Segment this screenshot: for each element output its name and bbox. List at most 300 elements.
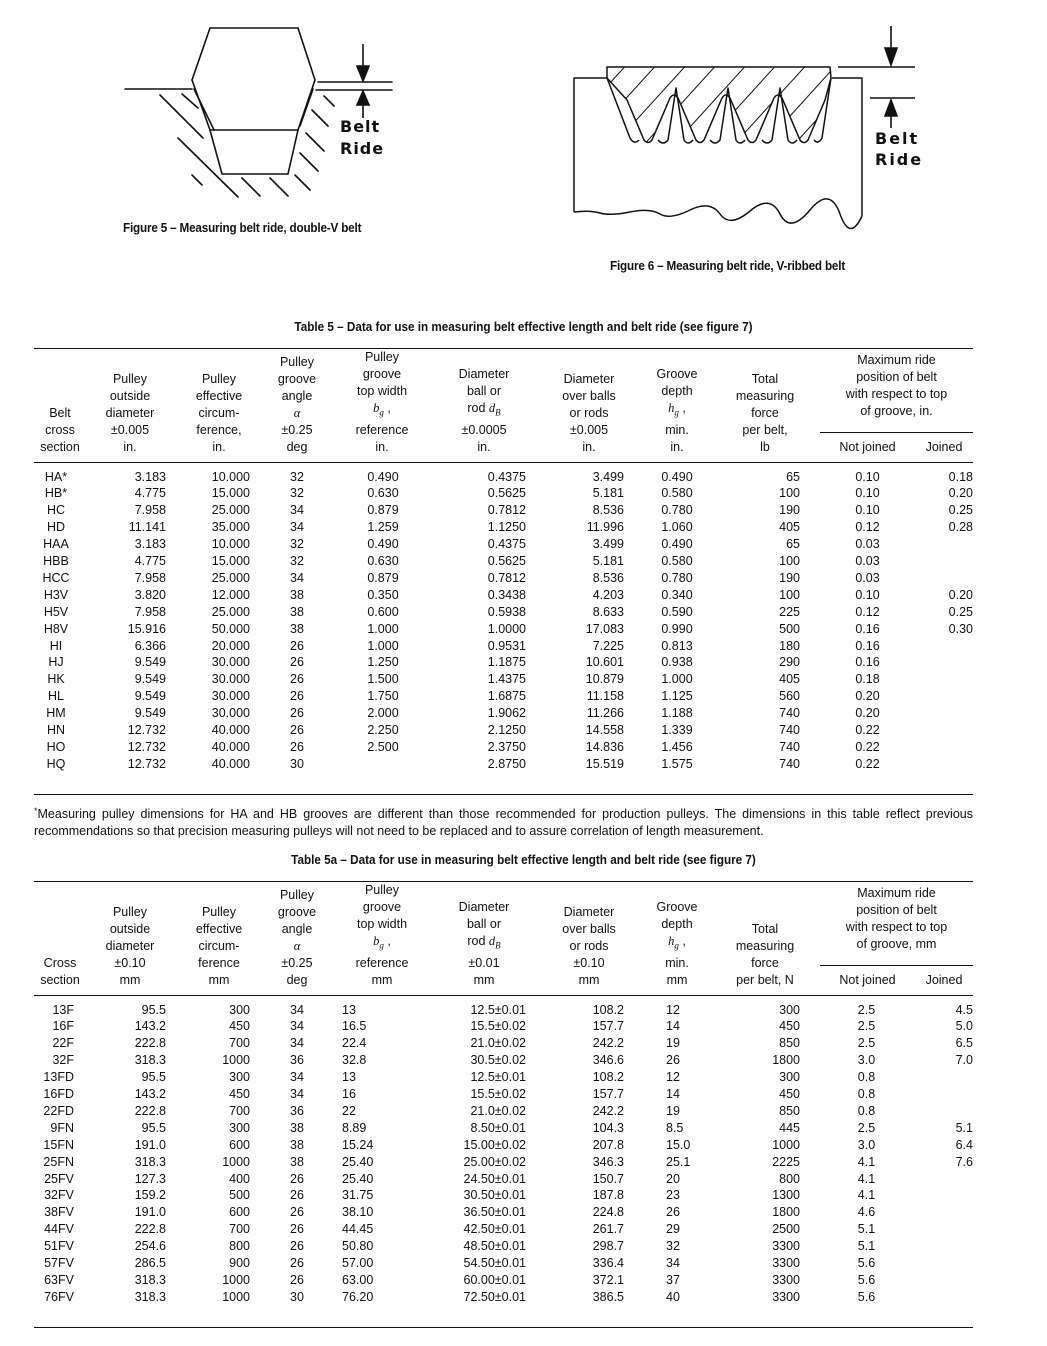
table-cell: 222.8 (134, 1036, 166, 1051)
table-cell: 14 (666, 1019, 680, 1034)
header-line: $b_g$ , (373, 934, 391, 951)
table-cell: 3300 (772, 1239, 800, 1254)
header-line: or rods (569, 405, 609, 420)
table-cell: 0.12 (855, 520, 880, 535)
figure-5-label-line1: Belt (340, 117, 381, 136)
table-cell: 26 (666, 1053, 680, 1068)
table-cell: 700 (229, 1103, 250, 1118)
cross-section-cell: HQ (46, 756, 66, 771)
table-row (34, 1221, 973, 1238)
header-line: outside (109, 388, 151, 403)
header-line: position of belt (856, 370, 937, 385)
header-line: Diameter (458, 900, 510, 914)
table-cell: 6.366 (134, 638, 166, 653)
header-line: ball or (466, 917, 502, 931)
table-cell: 0.590 (661, 604, 693, 619)
table-cell: 12 (666, 1002, 680, 1017)
header-line: section (40, 972, 80, 987)
table-cell: 0.7812 (487, 570, 526, 585)
header-line: ±0.10 (573, 955, 605, 970)
table-cell: 32 (290, 469, 304, 484)
table-row (34, 995, 973, 1018)
header-line: in. (375, 439, 389, 454)
table-cell: 2.3750 (487, 740, 526, 754)
header-line: lb (760, 439, 770, 454)
t5-header-max-ride-group (820, 349, 973, 433)
table-cell: 500 (229, 1188, 250, 1203)
footnote-text: Measuring pulley dimensions for HA and HB grooves are different than those recommended for production pulleys. The dimensions in this table reflect previous recommendations so that precision measuring pulleys will not need to be replaced and to assure correlation of length measurement. (34, 807, 973, 838)
table-cell: 25.40 (342, 1171, 374, 1186)
table-cell: 35.000 (211, 520, 250, 535)
table-cell: 0.990 (661, 621, 693, 636)
table-row (34, 1187, 973, 1204)
header-line: diameter (105, 938, 155, 953)
table-cell: 0.490 (661, 537, 693, 552)
double-v-belt-diagram (100, 0, 450, 210)
table-cell: 2.250 (367, 723, 399, 738)
header-line: section (40, 439, 80, 454)
table-cell: 95.5 (141, 1120, 166, 1135)
cross-section-cell: HBB (43, 554, 69, 569)
cross-section-cell: 13F (52, 1002, 74, 1017)
table-cell: 1000 (222, 1289, 250, 1304)
table-row (34, 1069, 973, 1086)
header-line: in. (123, 439, 137, 454)
table-cell: 40.000 (211, 756, 250, 771)
table-row (34, 502, 973, 519)
table-cell: 22 (342, 1103, 356, 1118)
table-row (34, 688, 973, 705)
table-cell: 26 (290, 1222, 304, 1237)
table-cell: 0.9531 (487, 638, 526, 653)
table-cell: 5.6 (857, 1273, 876, 1287)
table-cell: 7.6 (955, 1154, 973, 1169)
table-cell: 15.519 (585, 756, 624, 771)
table-cell: 0.10 (855, 486, 880, 501)
table-cell: 318.3 (134, 1053, 166, 1068)
table-row (34, 756, 973, 781)
header-line: mm (119, 972, 141, 987)
table-cell: 3.820 (134, 587, 166, 602)
table-cell: 0.8 (857, 1103, 876, 1118)
header-line: reference (355, 422, 409, 437)
v-ribbed-belt-diagram (560, 20, 940, 240)
table-cell: 700 (229, 1036, 250, 1051)
t5a-header-not-joined: Not joined (820, 966, 915, 995)
table-cell: 372.1 (592, 1273, 624, 1287)
table-cell: 100 (779, 486, 800, 501)
table-cell: 0.5625 (487, 554, 526, 569)
header-line: $h_g$ , (668, 401, 686, 418)
figure-6-label-line1: Belt (875, 129, 920, 148)
header-line: ±0.0005 (461, 422, 507, 437)
table-cell: 30 (290, 756, 304, 771)
table-cell: 1000 (222, 1154, 250, 1169)
table-cell: 225 (779, 604, 800, 619)
table-cell: 25.000 (211, 503, 250, 518)
figure-5-label-line2: Ride (340, 139, 385, 158)
table-cell: 30.5±0.02 (470, 1053, 526, 1068)
table-cell: 405 (779, 520, 800, 535)
header-line: Pulley (364, 350, 400, 364)
table-cell: 16.5 (342, 1019, 367, 1034)
table-cell: 157.7 (592, 1087, 624, 1102)
table-cell: 8.50±0.01 (470, 1120, 526, 1135)
table-cell: 2.8750 (487, 756, 526, 771)
table-cell: 14.558 (585, 723, 624, 738)
table-cell: 9.549 (134, 672, 166, 687)
table-cell: 10.879 (585, 672, 624, 687)
table-cell: 0.8 (857, 1070, 876, 1085)
table-row (34, 654, 973, 671)
table-cell: 0.938 (661, 655, 693, 670)
table-cell: 8.536 (592, 503, 624, 518)
table-cell: 0.10 (855, 503, 880, 518)
t5-header-outside-diameter (86, 349, 174, 463)
table-cell: 5.1 (857, 1239, 876, 1254)
table-cell (915, 722, 973, 739)
header-line: α (293, 405, 301, 420)
table-cell: 5.1 (857, 1222, 876, 1237)
table-row (34, 462, 973, 485)
table-cell: 450 (779, 1087, 800, 1102)
cross-section-cell: 32F (52, 1053, 74, 1068)
table-cell: 254.6 (134, 1239, 166, 1254)
table-cell: 32 (290, 554, 304, 569)
cross-section-cell: HD (46, 520, 66, 535)
table-cell: 20.000 (211, 638, 250, 653)
table-cell (915, 1171, 973, 1188)
table-cell: 15.000 (211, 486, 250, 501)
table-cell: 0.30 (948, 621, 973, 636)
t5a-header-joined: Joined (915, 966, 973, 995)
cross-section-cell: HM (46, 706, 66, 721)
table-cell: 318.3 (134, 1289, 166, 1304)
header-line: deg (286, 972, 308, 987)
table-cell: 0.20 (948, 587, 973, 602)
table-cell: 2.5 (857, 1019, 876, 1034)
table-cell: 8.536 (592, 570, 624, 585)
cross-section-cell: 63FV (44, 1273, 74, 1287)
table-row (34, 621, 973, 638)
table-cell: 32.8 (342, 1053, 367, 1068)
header-line: top width (356, 384, 408, 398)
table-row (34, 1120, 973, 1137)
table-5 (34, 348, 973, 781)
header-line: Groove (656, 900, 698, 914)
table-cell: 318.3 (134, 1273, 166, 1287)
table-cell: 190 (779, 570, 800, 585)
table-cell: 0.28 (948, 520, 973, 535)
table-cell: 5.6 (857, 1256, 876, 1271)
header-line: groove (362, 900, 402, 914)
table-cell: 0.813 (661, 638, 693, 653)
header-line: α (293, 938, 301, 953)
table-cell: 3.183 (134, 469, 166, 484)
table-cell: 34 (290, 1002, 304, 1017)
cross-section-cell: HK (47, 672, 65, 687)
table-cell: 14 (666, 1087, 680, 1102)
table-cell: 3300 (772, 1273, 800, 1287)
header-line: mm (208, 972, 230, 987)
table-cell: 0.20 (948, 486, 973, 501)
table-cell: 76.20 (342, 1289, 374, 1304)
table-cell: 300 (229, 1120, 250, 1135)
header-line: ference, (196, 422, 242, 437)
table-cell: 0.22 (855, 740, 880, 754)
cross-section-cell: 76FV (44, 1289, 74, 1304)
table-cell: 11.996 (586, 520, 624, 535)
table-cell: 12.000 (211, 587, 250, 602)
table-cell: 0.20 (855, 706, 880, 721)
table-row (34, 739, 973, 756)
table-cell: 30.000 (211, 672, 250, 687)
table-cell: 14.836 (585, 740, 624, 754)
header-line: Pulley (112, 371, 148, 386)
table-cell: 15.000 (211, 554, 250, 569)
header-line: outside (109, 921, 151, 936)
table-cell: 1.9062 (487, 706, 526, 721)
table-cell: 180 (779, 638, 800, 653)
table-cell: 1.060 (661, 520, 693, 535)
table-cell: 157.7 (592, 1019, 624, 1034)
table-cell: 26 (290, 1205, 304, 1220)
table-cell: 25.000 (211, 570, 250, 585)
t5-header-effective-circumference (174, 349, 264, 463)
table-cell: 65 (786, 537, 800, 552)
table-5-footnote (34, 803, 973, 839)
header-line: min. (665, 955, 689, 970)
table-cell: 242.2 (592, 1103, 624, 1118)
table-row (34, 1018, 973, 1035)
table-cell: 25.1 (666, 1154, 691, 1169)
table-cell (915, 756, 973, 781)
table-cell: 1000 (222, 1273, 250, 1287)
table-cell: 95.5 (141, 1070, 166, 1085)
header-line: Belt (49, 405, 71, 420)
table-cell: 222.8 (134, 1222, 166, 1237)
table-cell: 40.000 (211, 723, 250, 738)
header-line: of groove, in. (860, 404, 933, 419)
table-cell: 3.499 (592, 537, 624, 552)
table-cell: 13 (342, 1002, 356, 1017)
cross-section-cell: HL (48, 689, 64, 704)
table-cell: 12.732 (127, 723, 166, 738)
figure-6-caption: Figure 6 – Measuring belt ride, V-ribbed belt (610, 258, 846, 273)
table-cell: 0.03 (855, 570, 880, 585)
table-cell (915, 536, 973, 553)
table-cell: 0.18 (948, 469, 973, 484)
table-row (34, 1086, 973, 1103)
table-cell: 31.75 (342, 1188, 374, 1203)
header-line: mm (666, 972, 688, 987)
header-line: over balls (562, 921, 616, 936)
table-cell: 38 (290, 604, 304, 619)
table-cell: 0.5938 (487, 604, 526, 619)
header-line: angle (281, 921, 313, 936)
table-cell: 24.50±0.01 (463, 1171, 526, 1186)
table-cell: 1800 (772, 1053, 800, 1068)
table-cell: 290 (779, 655, 800, 670)
table-cell (915, 1086, 973, 1103)
table-cell: 800 (229, 1239, 250, 1254)
table-5a-header (34, 882, 973, 996)
figure-5-caption: Figure 5 – Measuring belt ride, double-V belt (123, 220, 362, 235)
table-cell: 3.0 (857, 1053, 876, 1068)
header-line: Maximum ride (857, 886, 936, 901)
header-line: top width (356, 917, 408, 931)
table-cell: 26 (290, 1256, 304, 1271)
table-cell: 191.0 (134, 1205, 166, 1220)
table-cell: 740 (779, 756, 800, 771)
table-cell: 7.0 (955, 1053, 973, 1068)
table-cell: 30.50±0.01 (463, 1188, 526, 1203)
table-cell: 21.0±0.02 (470, 1103, 526, 1118)
table-row (34, 1052, 973, 1069)
table-cell: 40.000 (211, 740, 250, 754)
t5a-header-groove-top-width (330, 882, 434, 996)
table-cell (915, 553, 973, 570)
table-cell: 72.50±0.01 (463, 1289, 526, 1304)
table-cell: 108.2 (592, 1002, 624, 1017)
table-cell: 6.5 (955, 1036, 973, 1051)
table-cell: 1.259 (367, 520, 399, 535)
table-cell (915, 638, 973, 655)
table-cell: 0.340 (661, 587, 693, 602)
header-line: Total (751, 371, 779, 386)
cross-section-cell: 16F (52, 1019, 74, 1034)
table-cell: 1.1250 (487, 520, 526, 535)
header-line: reference (355, 955, 409, 970)
table-cell: 26 (290, 1171, 304, 1186)
header-line: Diameter (458, 367, 510, 381)
table-cell: 224.8 (592, 1205, 624, 1220)
table-cell: 1.000 (661, 672, 693, 687)
table-cell: 25.40 (342, 1154, 374, 1169)
table-cell (915, 1204, 973, 1221)
header-line: in. (670, 439, 684, 454)
table-cell: 0.8 (857, 1087, 876, 1102)
table-cell (915, 570, 973, 587)
table-cell: 9.549 (134, 689, 166, 704)
table-cell: 26 (290, 672, 304, 687)
table-cell: 0.25 (948, 503, 973, 518)
table-cell: 10.000 (211, 469, 250, 484)
table-cell: 0.5625 (487, 486, 526, 501)
table-cell: 44.45 (342, 1222, 374, 1237)
table-row (34, 485, 973, 502)
header-line: measuring (735, 938, 795, 953)
table-cell: 2.1250 (487, 723, 526, 738)
table-cell: 108.2 (592, 1070, 624, 1085)
table-cell: 150.7 (592, 1171, 624, 1186)
table-cell: 0.7812 (487, 503, 526, 518)
table-cell: 0.4375 (487, 537, 526, 552)
table-cell: 2.5 (857, 1120, 876, 1135)
table-cell: 34 (290, 503, 304, 518)
table-cell: 0.879 (367, 503, 399, 518)
table-cell: 26 (290, 655, 304, 670)
table-cell: 32 (290, 486, 304, 501)
table-cell: 0.3438 (487, 587, 526, 602)
table-cell: 560 (779, 689, 800, 704)
table-cell: 3300 (772, 1289, 800, 1304)
t5a-header-measuring-force (710, 882, 820, 996)
table-cell: 15.916 (127, 621, 166, 636)
header-line: Pulley (364, 883, 400, 897)
table-cell: 30 (290, 1289, 304, 1304)
table-cell: 50.80 (342, 1239, 374, 1254)
table-cell: 400 (229, 1171, 250, 1186)
cross-section-cell: HAA (43, 537, 69, 552)
table-cell: 54.50±0.01 (463, 1256, 526, 1271)
table-cell: 850 (779, 1036, 800, 1051)
table-cell (915, 688, 973, 705)
header-line: ±0.005 (110, 422, 150, 437)
table-cell: 26 (290, 1239, 304, 1254)
table-cell (915, 671, 973, 688)
header-line: measuring (735, 388, 795, 403)
footnote-marker: * (34, 806, 38, 816)
table-cell: 0.22 (855, 723, 880, 738)
table-cell: 0.12 (855, 604, 880, 619)
table-cell (330, 756, 434, 781)
header-line: Pulley (279, 887, 315, 902)
header-line: in. (477, 439, 491, 454)
table-cell: 36 (290, 1103, 304, 1118)
table-cell: 15.5±0.02 (470, 1019, 526, 1034)
table-cell: 50.000 (211, 621, 250, 636)
table-cell: 34 (290, 1036, 304, 1051)
cross-section-cell: 16FD (43, 1087, 74, 1102)
header-line: Pulley (112, 904, 148, 919)
t5-header-ball-rod-diameter (434, 349, 534, 463)
table-5a-title: Table 5a – Data for use in measuring belt effective length and belt ride (see figure 7) (291, 852, 756, 867)
table-cell: 8.5 (666, 1120, 684, 1135)
table-cell: 26 (290, 638, 304, 653)
header-line: groove (277, 371, 317, 386)
header-line: depth (661, 384, 693, 398)
table-row (34, 604, 973, 621)
table-cell: 11.141 (128, 520, 166, 535)
header-line: rod $d_B$ (467, 934, 501, 951)
table-cell: 26 (290, 706, 304, 721)
table-cell: 5.6 (857, 1289, 876, 1304)
table-cell: 346.3 (592, 1154, 624, 1169)
table-cell: 2.000 (367, 706, 399, 721)
table-cell: 57.00 (342, 1256, 374, 1271)
table-cell: 9.549 (134, 706, 166, 721)
table-cell: 104.3 (592, 1120, 624, 1135)
table-cell: 0.630 (367, 554, 399, 569)
header-line: per belt, (742, 422, 788, 437)
header-line: Pulley (279, 354, 315, 369)
cross-section-cell: 22FD (43, 1103, 74, 1118)
cross-section-cell: HCC (42, 570, 70, 585)
table-cell: 445 (779, 1120, 800, 1135)
table-cell: 15.00±0.02 (463, 1137, 526, 1152)
table-cell (915, 1103, 973, 1120)
t5-header-joined: Joined (915, 433, 973, 462)
table-cell: 7.225 (592, 638, 624, 653)
t5-header-belt-cross-section (34, 349, 86, 463)
header-line: Pulley (201, 371, 237, 386)
table-cell: 15.0 (666, 1137, 691, 1152)
header-line: Groove (656, 367, 698, 381)
table-cell: 386.5 (592, 1289, 624, 1304)
table-row (34, 1171, 973, 1188)
table-cell: 25.00±0.02 (463, 1154, 526, 1169)
